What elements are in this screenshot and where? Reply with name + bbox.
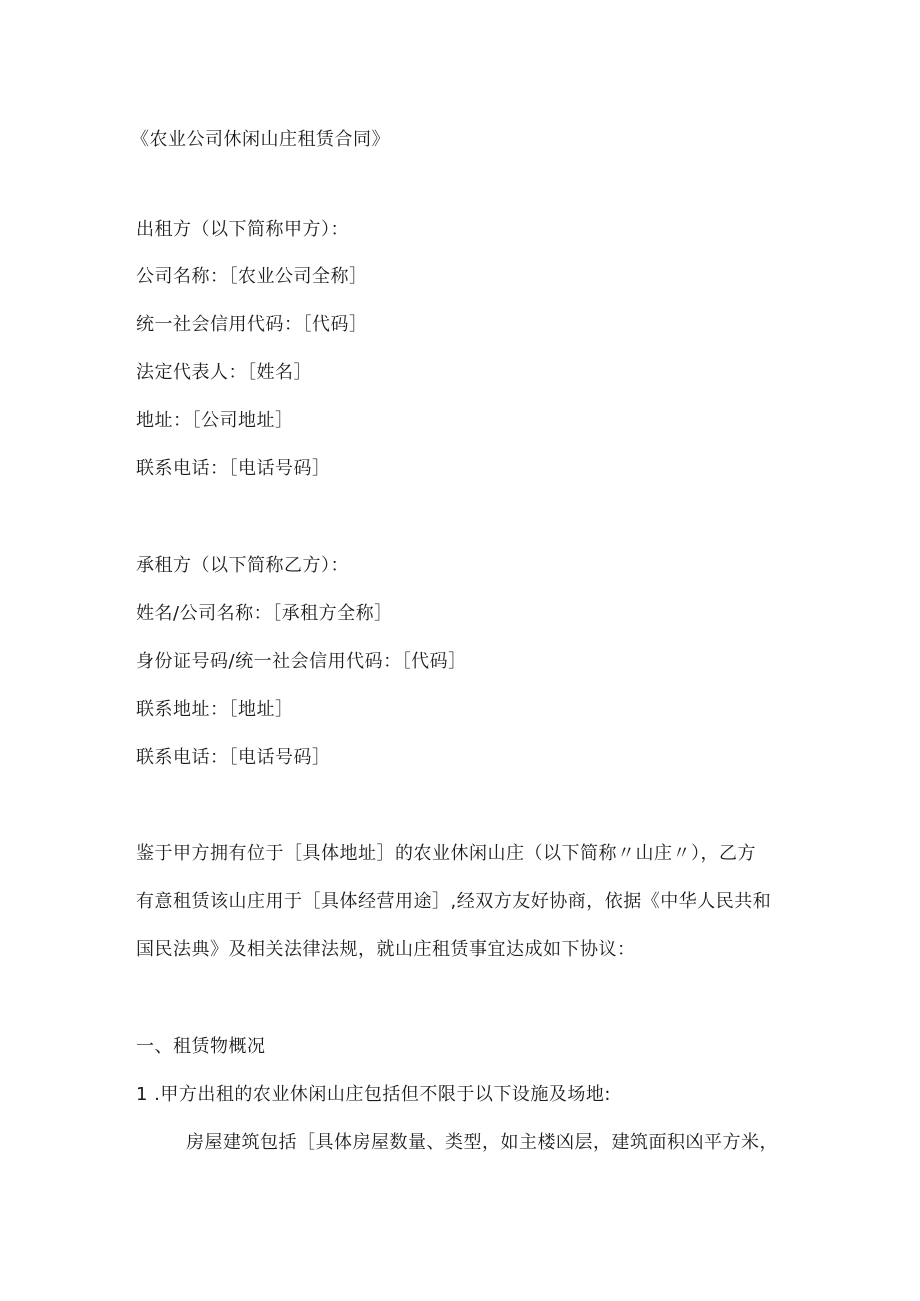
- lessee-address: 联系地址：［地址］: [136, 699, 294, 720]
- document-title: 《农业公司休闲山庄租赁合同》: [131, 129, 390, 150]
- lessor-company-name: 公司名称：［农业公司全称］: [136, 266, 368, 287]
- lessor-phone: 联系电话：［电话号码］: [136, 458, 331, 479]
- lessee-heading: 承租方（以下简称乙方）：: [136, 555, 349, 576]
- section-1-item-1: 1 .甲方出租的农业休闲山庄包括但不限于以下设施及场地:: [136, 1084, 611, 1105]
- preamble-line-3: 国民法典》及相关法律法规，就山庄租赁事宜达成如下协议：: [136, 939, 636, 960]
- lessor-credit-code: 统一社会信用代码：［代码］: [136, 314, 368, 335]
- section-1-heading: 一、租赁物概况: [136, 1036, 266, 1057]
- lessee-id-code: 身份证号码/统一社会信用代码：［代码］: [136, 651, 467, 672]
- lessee-phone: 联系电话：［电话号码］: [136, 747, 331, 768]
- lessee-name: 姓名/公司名称：［承租方全称］: [136, 603, 393, 624]
- preamble-line-1: 鉴于甲方拥有位于［具体地址］的农业休闲山庄（以下简称〃山庄〃），乙方: [136, 843, 756, 864]
- lessor-address: 地址：［公司地址］: [136, 410, 294, 431]
- lessor-heading: 出租方（以下简称甲方）：: [136, 219, 349, 240]
- lessor-legal-rep: 法定代表人：［姓名］: [136, 362, 312, 383]
- preamble-line-2: 有意租赁该山庄用于［具体经营用途］,经双方友好协商，依据《中华人民共和: [136, 891, 772, 912]
- section-1-item-1-detail: 房屋建筑包括［具体房屋数量、类型，如主楼凶层，建筑面积凶平方米，: [186, 1132, 778, 1153]
